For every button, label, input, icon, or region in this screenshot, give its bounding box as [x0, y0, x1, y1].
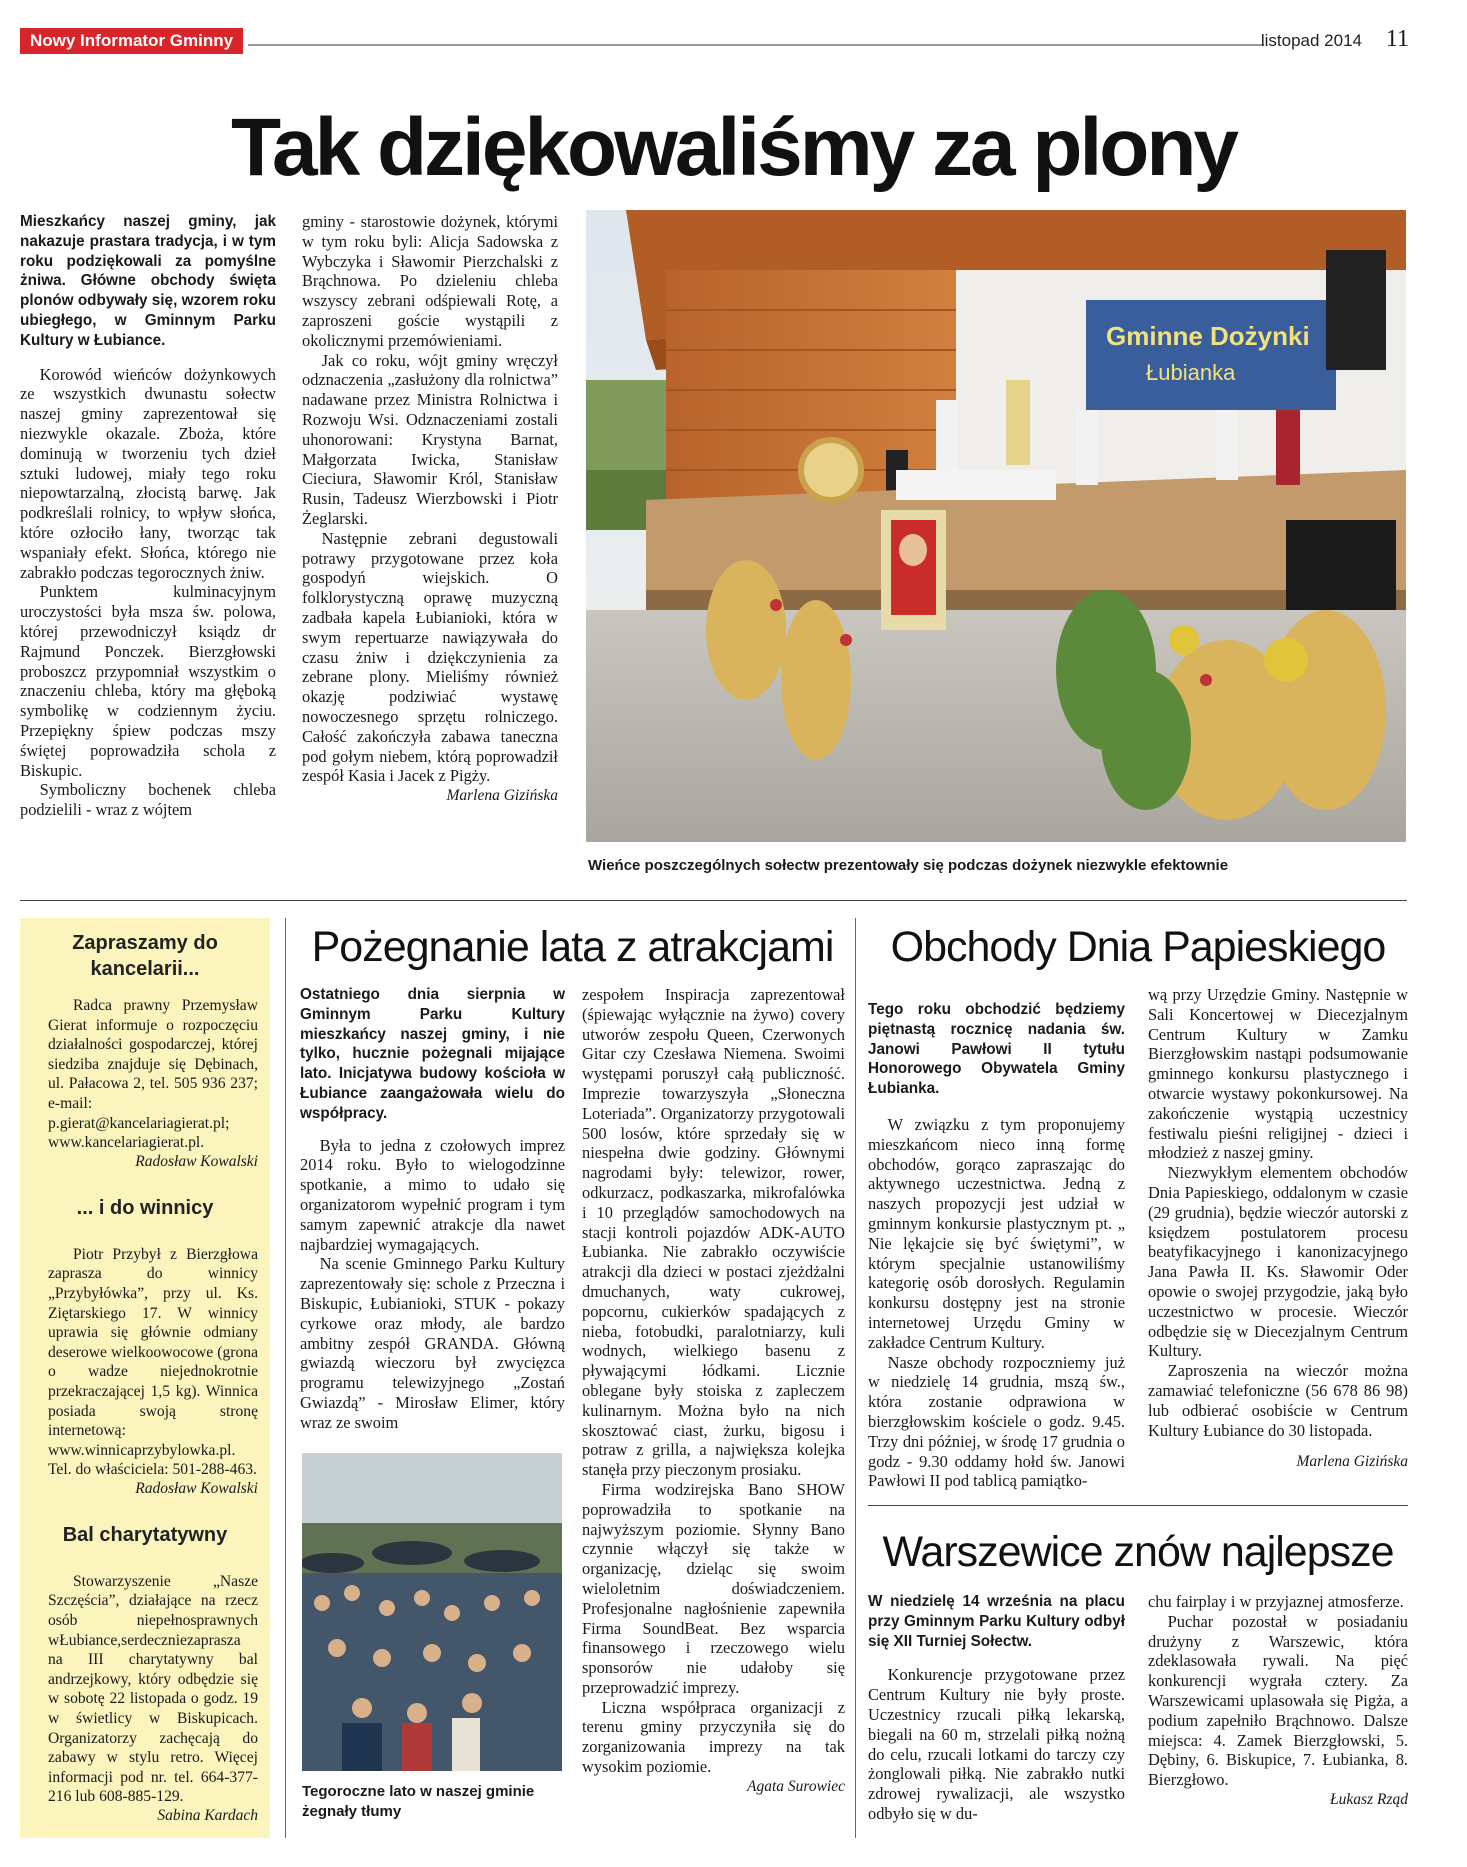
byline: Łukasz Rząd: [1330, 1790, 1408, 1808]
sidebar-heading-winnica: ... i do winnicy: [76, 1196, 214, 1219]
svg-text:Łubianka: Łubianka: [1146, 360, 1236, 385]
paragraph: W związku z tym proponujemy mieszkańcom nieco inną formę obchodów, gorąco zapraszając do aktywnego uczestnictwa. Jedną z naszych propozycji jest udział w gminnym konkursie plastycznym pt. „ Nie lękajcie się być świętymi”, w którym specjalnie ustanowiliśmy kategorię osób dorosłych. Regulamin konkursu dostępny jest na stronie internetowej Urzędu Gminy w zakładce Centrum Kultury.: [868, 1114, 1125, 1352]
warszewice-lead: W niedzielę 14 września na placu przy Gminnym Parku Kultury odbył się XII Turniej Sołectw.: [868, 1593, 1125, 1650]
pope-col2: [1148, 985, 1408, 1472]
paragraph: Punktem kulminacyjnym uroczystości była msza św. polowa, której przewodniczył ksiądz dr Rajmund Ponczek. Bierzgłowski proboszcz przypomniał wszystkim o znaczeniu chleba, który ma głęboką symbolikę w codziennym życiu. Przepiękny śpiew podczas mszy świętej poprowadziła schola z Biskupic.: [20, 582, 276, 780]
crowd-photo: [302, 1453, 562, 1771]
main-article-col2: [302, 212, 558, 806]
summer-col1: [300, 985, 565, 1433]
main-lead: Mieszkańcy naszej gminy, jak nakazuje prastara tradycja, i w tym roku podziękowali za pomyślne żniwa. Główne obchody święta plonów odbywały się, wzorem roku ubiegłego, w Gminnym Parku Kultury w Łubiance.: [20, 213, 276, 349]
crowd-illustration: [302, 1453, 562, 1771]
sidebar-heading-bal: Bal charytatywny: [62, 1523, 228, 1546]
paragraph: Nasze obchody rozpoczniemy już w niedzielę 14 grudnia, mszą św., która zostanie odprawiona w bierzgłowskim kościele o godz. 9.45. Trzy dni później, w środę 17 grudnia o godz - 9.30 oddamy hołd św. Janowi Pawłowi II pod tablicą pamiątko-: [868, 1352, 1125, 1491]
paragraph: chu fairplay i w przyjaznej atmosferze.: [1148, 1592, 1404, 1611]
newspaper-name: Nowy Informator Gminny: [20, 28, 243, 54]
crowd-photo-caption: Tegoroczne lato w naszej gminie żegnały tłumy: [302, 1783, 535, 1820]
paragraph: wą przy Urzędzie Gminy. Następnie w Sali Koncertowej w Diecezjalnym Centrum Kultury w Zamku Bierzgłowskim nastąpi podsumowanie gminnego konkursu plastycznego i otwarcie wystawy pokonkursowej. Na zakończenie wystąpią uczestnicy festiwalu pieśni religijnej - dzieci i młodzież z naszej gminy.: [1148, 985, 1408, 1163]
sidebar-text-bal: Stowarzyszenie „Nasze Szczęścia”, działające na rzecz osób niepełnosprawnych wŁubiance,serdeczniezaprasza na III charytatywny bal andrzejkowy, który odbędzie się w sobotę 22 listopada o godz. 19 w świetlicy w Biskupicach. Organizatorzy zachęcają do zabawy w stylu retro. Więcej informacji pod nr. tel. 664-377-216 lub 608-885-129.: [48, 1572, 258, 1806]
warszewice-col1: [868, 1592, 1125, 1824]
column-rule: [285, 918, 286, 1838]
byline: Agata Surowiec: [746, 1777, 845, 1795]
paragraph: Była to jedna z czołowych imprez 2014 roku. Było to wielogodzinne spotkanie, a mimo to udało się organizatorom wypełnić program i tym samym zapewnić atrakcje dla nawet najbardziej wymagających.: [300, 1135, 565, 1254]
announcements-sidebar: [20, 918, 270, 1838]
summer-col2: [582, 985, 845, 1797]
paragraph: Zaproszenia na wieczór można zamawiać telefoniczne (56 678 86 98) lub odbierać osobiście w Centrum Kultury Łubiance do 30 listopada.: [1148, 1361, 1408, 1440]
paragraph: Korowód wieńców dożynkowych ze wszystkich dwunastu sołectw naszej gminy zaprezentował się niezwykle okazale. Zboża, które dominują w tworzeniu tych dzieł sztuki ludowej, miały tego roku niepowtarzalną, złocistą barwę. Jak podkreślali rolnicy, to wpływ słońca, które ozłociło łany, tworząc tak wspaniały efekt. Słońca, którego nie zabrakło podczas tegorocznych żniw.: [20, 364, 276, 582]
stage-banner-text: Gminne Dożynki: [1106, 321, 1310, 351]
paragraph: Niezwykłym elementem obchodów Dnia Papieskiego, oddalonym w czasie (29 grudnia), będzie wieczór autorski z księdzem postulatorem procesu beatyfikacyjnego i kanonizacyjnego Jana Pawła II. Ks. Sławomir Oder opowie o swojej przygodzie, jaką było uczestnictwo w procesie. Wieczór odbędzie się w Diecezjalnym Centrum Kultury.: [1148, 1163, 1408, 1361]
sidebar-heading-kancelaria: Zapraszamy do kancelarii...: [72, 932, 218, 980]
column-rule: [855, 918, 856, 1838]
byline: Sabina Kardach: [157, 1807, 258, 1824]
paragraph: Następnie zebrani degustowali potrawy przygotowane przez koła gospodyń wiejskich. O folklorystyczną oprawę muzyczną zadbała kapela Łubianioki, która w swym repertuarze nawiązywała do czasu żniw i dziękczynienia za zebrane plony. Mieliśmy również okazję podziwiać wystawę nowoczesnego sprzętu rolniczego. Całość zakończyła zabawa taneczna pod gołym niebem, którą poprowadził zespół Kasia i Jacek z Pigży.: [302, 528, 558, 786]
paragraph: Firma wodzirejska Bano SHOW poprowadziła to spotkanie na najwyższym poziomie. Słynny Bano czynnie włączył się także w organizację, dzieląc się swoim wieloletnim doświadczeniem. Profesjonalne nagłośnienie zapewniła Firma SoundBeat. Bez wsparcia finansowego i rzeczowego wielu sponsorów nie udałoby się przeprowadzić imprezy.: [582, 1479, 845, 1697]
paragraph: Puchar pozostał w posiadaniu drużyny z Warszewic, która zdeklasowała rywali. Na pięć konkurencji wygrała cztery. Za Warszewicami uplasowała się Pigża, a podium zapełniło Brąchnowo. Dalsze miejsca: 4. Zamek Bierzgłowski, 5. Dębiny, 6. Biskupice, 7. Łubianka, 8. Bierzgłowo.: [1148, 1611, 1408, 1790]
sidebar-text-kancelaria: Radca prawny Przemysław Gierat informuje o rozpoczęciu działalności gospodarczej, której siedziba znajduje się Dębinach, ul. Pałacowa 2, tel. 505 936 237; e-mail: p.gierat@kancelariagierat.pl; www.kancelariagierat.pl.: [48, 997, 258, 1152]
harvest-festival-photo: [586, 210, 1406, 842]
main-photo-caption: Wieńce poszczególnych sołectw prezentowały się podczas dożynek niezwykle efektownie: [588, 857, 1229, 874]
section-divider: [868, 1505, 1408, 1506]
summer-headline: Pożegnanie lata z atrakcjami: [311, 923, 834, 971]
byline: Marlena Gizińska: [1296, 1453, 1408, 1471]
paragraph: Liczna współpraca organizacji z terenu gminy przyczyniła się do zorganizowania imprezy na tak wysokim poziomie.: [582, 1697, 845, 1777]
summer-lead: Ostatniego dnia sierpnia w Gminnym Parku Kultury mieszkańcy naszej gminy, i nie tylko, hucznie pożegnali mijające lato. Inicjatywa budowy kościoła w Łubiance zaangażowała wielu do współpracy.: [300, 986, 565, 1122]
stage-illustration: [586, 210, 1406, 842]
byline: Radosław Kowalski: [135, 1479, 258, 1497]
issue-date: listopad 2014: [1260, 31, 1362, 50]
paragraph: Na scenie Gminnego Parku Kultury zaprezentowały się: schole z Przeczna i Biskupic, Łubianioki, STUK - pokazy cyrkowe oraz młody, ale bardzo ambitny zespół GRANDA. Główną gwiazdą wieczoru był zwycięzca programu telewizyjnego „Zostań Gwiazdą” - Mirosław Elimer, który wraz ze swoim: [300, 1254, 565, 1432]
main-article-col1: [20, 212, 276, 820]
paragraph: Konkurencje przygotowane przez Centrum Kultury nie były proste. Uczestnicy rzucali piłką lekarską, biegali na 60 m, strzelali piłką nożną do celu, rzucali lotkami do tarczy czy żonglowali piłką. Nie zabrakło nutki zdrowej rywalizacji, ale wszystko odbyło się w du-: [868, 1665, 1125, 1823]
main-headline: Tak dziękowaliśmy za plony: [230, 102, 1237, 193]
paragraph: gminy - starostowie dożynek, którymi w tym roku byli: Alicja Sadowska z Wybczyka i Sławomir Pierzchalski z Brąchnowa. Po dzieleniu chleba wszyscy zebrani odśpiewali Rotę, a zaproszeni goście wystąpili z okolicznymi przemówieniami.: [302, 212, 558, 350]
page-number: 11: [1385, 26, 1409, 52]
pope-col1: [868, 1000, 1125, 1491]
warszewice-headline: Warszewice znów najlepsze: [882, 1528, 1394, 1576]
paragraph: Symboliczny bochenek chleba podzielili - wraz z wójtem: [20, 780, 276, 820]
byline: Radosław Kowalski: [135, 1152, 258, 1170]
warszewice-col2: [1148, 1592, 1408, 1810]
byline: Marlena Gizińska: [446, 787, 558, 805]
masthead-rule: [248, 44, 1264, 46]
pope-headline: Obchody Dnia Papieskiego: [890, 923, 1386, 971]
pope-lead: Tego roku obchodzić będziemy piętnastą rocznicę nadania św. Janowi Pawłowi II tytułu Honorowego Obywatela Gminy Łubianka.: [868, 1001, 1125, 1098]
section-divider: [20, 900, 1407, 901]
sidebar-text-winnica: Piotr Przybył z Bierzgłowa zaprasza do winnicy „Przybyłówka”, przy ul. Ks. Ziętarskiego 17. W winnicy uprawia się głównie odmiany deserowe wielkoowocowe (grona o wadze niejednokrotnie przekraczającej 1,5 kg). Winnica posiada swoją stronę internetową: www.winnicaprzybylowka.pl. Tel. do właściciela: 501-288-463.: [48, 1245, 258, 1479]
paragraph: Jak co roku, wójt gminy wręczył odznaczenia „zasłużony dla rolnictwa” nadawane przez Ministra Rolnictwa i Rozwoju Wsi. Odznaczeniami zostali uhonorowani: Krystyna Barnat, Małgorzata Iwicka, Stanisław Cieciura, Sławomir Król, Stanisław Rusin, Tadeusz Wierzbowski i Piotr Żeglarski.: [302, 350, 558, 528]
paragraph: zespołem Inspiracja zaprezentował (śpiewając wyłącznie na żywo) covery utworów zespołu Queen, Czerwonych Gitar czy Czesława Niemena. Swoimi występami poruszył całą publiczność. Imprezie towarzyszyła „Słoneczna Loteriada”. Organizatorzy przygotowali 500 losów, które sprzedały się w niespełna dwie godziny. Głównymi nagrodami były: telewizor, rower, odkurzacz, podkaszarka, mikrofalówka i 10 przeglądów samochodowych na stacji kontroli pojazdów ADK-AUTO Łubianka. Nie zabrakło oczywiście atrakcji dla dzieci w postaci zjeżdżalni dmuchanych, waty cukrowej, popcornu, cukierków spadających z nieba, fotobudki, paralotniarzy, kuli wodnych, wielkiego basenu z pływającymi łódkami. Licznie oblegane były stoiska z zapleczem kulinarnym. Można było na nich skosztować ciast, żurku, bigosu i potraw z grilla, a największa kolejka stanęła przy pieczonym prosiaku.: [582, 985, 845, 1480]
